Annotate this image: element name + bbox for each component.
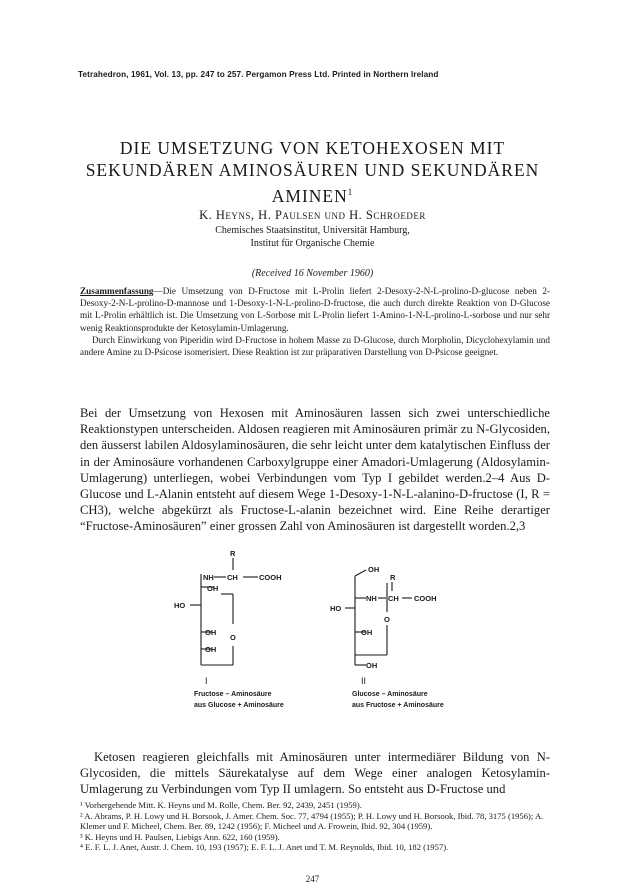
abstract-paragraph-1: Zusammenfassung—Die Umsetzung von D-Fructose mit L-Prolin liefert 2-Desoxy-2-N-L-prolino-D-glucose neben 2-Desoxy-2-N-L-prolino-D-mannose und 1-Desoxy-1-N-L-prolino-D-fructose, die auch durch direkte Reaktion von D-Glucose mit L-Prolin erhältlich ist. Die Umsetzung von L-Sorbose mit L-Prolin liefert 1-Amino-1-N-L-prolino-L-sorbose und nur sehr wenig Reaktionsprodukte der Ketosylamin-Umlagerung. bbox=[80, 286, 550, 333]
institution-line-1: Chemisches Staatsinstitut, Universität Hamburg, bbox=[215, 225, 410, 236]
structure-II-ring-O: O bbox=[384, 615, 390, 624]
structure-I-lines bbox=[190, 558, 258, 665]
structure-II-NH: NH bbox=[366, 594, 377, 603]
footnote-4: ⁴ E. F. L. J. Anet, Austr. J. Chem. 10, 193 (1957); E. F. L. J. Anet und T. M. Reynolds, Ibid. 10, 182 (1957). bbox=[80, 842, 449, 853]
journal-header: Tetrahedron, 1961, Vol. 13, pp. 247 to 257. Pergamon Press Ltd. Printed in Northern Ireland bbox=[78, 70, 439, 79]
structure-I-COOH: COOH bbox=[259, 573, 282, 582]
structure-II-caption-2: aus Fructose + Aminosäure bbox=[352, 702, 444, 709]
abstract bbox=[80, 285, 550, 358]
received-date: (Received 16 November 1960) bbox=[251, 268, 374, 279]
structure-I-NH: NH bbox=[203, 573, 214, 582]
structure-II-HO: HO bbox=[330, 604, 342, 613]
structure-II-OH-top: OH bbox=[368, 565, 380, 574]
abstract-lead: Zusammenfassung bbox=[80, 286, 154, 296]
footnote-3: ³ K. Heyns und H. Paulsen, Liebigs Ann. 622, 160 (1959). bbox=[80, 831, 280, 842]
footnotes bbox=[80, 800, 550, 853]
author-list: K. Heyns, H. Paulsen und H. Schroeder bbox=[199, 208, 426, 222]
title-line-3: AMINEN$^1$ bbox=[271, 185, 354, 206]
structure-II-R: R bbox=[390, 573, 396, 582]
structure-I-CH: CH bbox=[227, 573, 238, 582]
structure-I-R: R bbox=[230, 549, 236, 558]
structure-I-OH-low: OH bbox=[205, 645, 217, 654]
structure-II-caption-1: Glucose – Aminosäure bbox=[352, 691, 428, 698]
page-number: 247 bbox=[305, 874, 320, 884]
structure-II-CH: CH bbox=[388, 594, 399, 603]
structure-I-numeral: I bbox=[205, 676, 208, 686]
structure-II-lines bbox=[345, 570, 412, 665]
structure-I-OH-mid: OH bbox=[205, 628, 217, 637]
body-paragraph-2: Ketosen reagieren gleichfalls mit Aminosäuren unter intermediärer Bildung von N-Glycosiden, die mittels Säurekatalyse auf dem Wege einer analogen Ketosylamin-Umlagerung zu Verbindungen vom Typ II umlagern. So entsteht aus D-Fructose und bbox=[80, 750, 550, 797]
structure-II-numeral: II bbox=[361, 676, 367, 686]
structure-I-ring-O: O bbox=[230, 633, 236, 642]
title-line-1: DIE UMSETZUNG VON KETOHEXOSEN MIT bbox=[119, 138, 506, 158]
footnote-1: ¹ Vorhergehende Mitt. K. Heyns und M. Rolle, Chem. Ber. 92, 2439, 2451 (1959). bbox=[80, 800, 362, 810]
structure-I-caption-2: aus Glucose + Aminosäure bbox=[194, 702, 284, 709]
abstract-paragraph-2: Durch Einwirkung von Piperidin wird D-Fructose in hohem Masse zu D-Glucose, durch Morpholin, Dicyclohexylamin und andere Amine zu D-Psicose isomerisiert. Diese Reaktion ist zur präparativen Darstellung von D-Psicose geeignet. bbox=[80, 334, 550, 358]
structure-I-OH-top: OH bbox=[207, 584, 219, 593]
title-line-2: SEKUNDÄREN AMINOSÄUREN UND SEKUNDÄREN bbox=[85, 160, 540, 180]
structure-II-OH-mid: OH bbox=[361, 628, 373, 637]
body-paragraph-1: Bei der Umsetzung von Hexosen mit Aminosäuren lassen sich zwei unterschiedliche Reaktionstypen unterscheiden. Aldosen reagieren mit Aminosäuren primär zu N-Glycosiden, den äusserst labilen Aldosylaminosäuren, die sehr leicht unter dem katalytischen Einfluss der in der Aminosäure vorhandenen Carboxylgruppe einer Amadori-Umlagerung (Aldosylamin-Umlagerung) unterliegen, wobei Verbindungen vom Typ I gebildet werden.2–4 Aus D-Glucose und L-Alanin entsteht auf diesem Wege 1-Desoxy-1-N-L-alanino-D-fructose (I, R = CH3), welche abgekürzt als Fructose-L-alanin bezeichnet wird. Eine Reihe derartiger “Fructose-Aminosäuren” einer grossen Zahl von Aminosäuren ist dargestellt worden.2,3 bbox=[80, 406, 550, 534]
structure-I-HO: HO bbox=[174, 601, 186, 610]
structure-II-COOH: COOH bbox=[414, 594, 437, 603]
institution bbox=[60, 224, 565, 250]
article-title bbox=[60, 137, 565, 207]
institution-line-2: Institut für Organische Chemie bbox=[250, 238, 375, 249]
structure-I-caption-1: Fructose – Aminosäure bbox=[194, 691, 272, 698]
structure-II-OH-low: OH bbox=[366, 661, 378, 670]
title-footnote-mark: 1 bbox=[347, 187, 354, 197]
footnote-2: ² A. Abrams, P. H. Lowy und H. Borsook, J. Amer. Chem. Soc. 77, 4794 (1955); P. H. Lowy und H. Borsook, Ibid. 78, 3175 (1956); A. Klemer und F. Micheel, Chem. Ber. 89, 1242 (1956); F. Micheel und A. Frowein, Ibid. 92, 304 (1959). bbox=[80, 810, 544, 832]
